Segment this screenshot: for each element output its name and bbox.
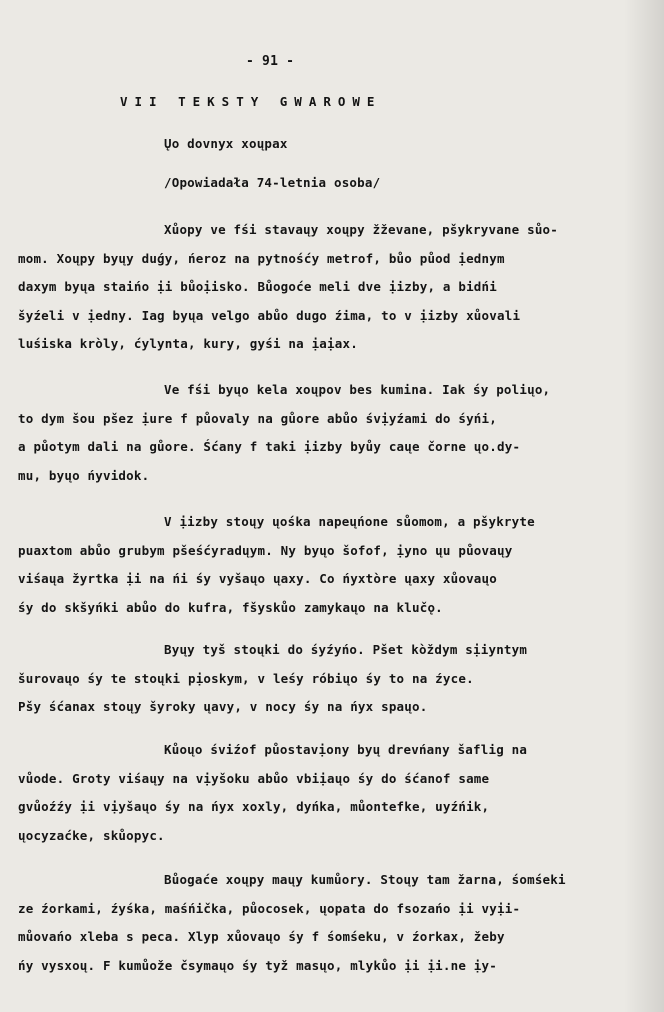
section-heading: VII TEKSTY GWAROWE	[120, 94, 382, 109]
text-line: mom. Xoųpy byųy duǵy, ńeroz na pytnośćy metrof, bůo půod ịednym	[18, 250, 505, 266]
text-line: a půotym dali na gůore. Śćany f taki ịizby byůy caųe čorne ųo.dy-	[18, 439, 521, 454]
text-line: viśaųa žyrtka ịi na ńi śy vyšaųo ųaxy. Co ńyxtòre ųaxy xůovaųo	[18, 571, 497, 586]
text-line: daxym byųa staińo ịi bůoịisko. Bůogoće meli dve ịizby, a bidńi	[18, 279, 497, 294]
paragraph-2	[18, 376, 646, 490]
page-edge-shadow	[624, 0, 664, 1012]
text-title: Ųo dovnyx xoųpax	[164, 136, 288, 151]
text-line: śy do skšyńki abůo do kufra, fšyskůo zamykaųo na klučǫ.	[18, 599, 443, 615]
text-line: můovańo xleba s peca. Xlyp xůovaųo śy f śomśeku, v źorkax, žeby	[18, 929, 505, 944]
text-line: to dym šou pšez ịure f půovaly na gůore abůo śvịyźami do śyńi,	[18, 410, 497, 426]
text-line: ze źorkami, źyśka, maśńička, půocosek, ųopata do fsozańo ịi vyịi-	[18, 900, 521, 916]
text-line: Xůopy ve fśi stavaųy xoųpy žževane, pšykryvane sůo-	[164, 222, 559, 237]
text-subtitle: /Opowiadała 74-letnia osoba/	[164, 175, 381, 190]
text-line: Ve fśi byųo kela xoųpov bes kumina. Iak śy poliųo,	[164, 382, 551, 397]
text-line: Pšy śćanax stoųy šyroky ųavy, v nocy śy na ńyx spaųo.	[18, 699, 428, 714]
paragraph-3	[18, 508, 646, 622]
text-line: ųocyzaćke, skůopyc.	[18, 827, 165, 843]
text-line: šurovaųo śy te stoųki pịoskym, v leśy rόbiųo śy to na źyce.	[18, 670, 474, 686]
text-line: Bůogaće xoųpy maųy kumůory. Stoųy tam žarna, śomśeki	[164, 872, 566, 887]
text-line: mu, byųo ńyvidok.	[18, 467, 150, 483]
text-line: šyźeli v ịedny. Iag byųa velgo abůo dugo źima, to v ịizby xůovali	[18, 307, 521, 323]
text-line: Kůoųo śviźof půostavịony byų drevńany šaflig na	[164, 742, 528, 757]
paragraph-4	[18, 636, 646, 722]
text-line: vůode. Groty viśaųy na vịyšoku abůo vbiịaųo śy do śćanof same	[18, 770, 490, 786]
paragraph-5	[18, 736, 646, 850]
text-line: V ịizby stoųy ųośka napeųńone sůomom, a pšykryte	[164, 514, 535, 529]
paragraph-1	[18, 216, 646, 359]
text-line: Byųy tyš stoųki do śyźyńo. Pšet kòždym sịiyntym	[164, 642, 528, 657]
text-line: puaxtom abůo grubym pšeśćyradųym. Ny byųo šofof, ịyno ųu půovaųy	[18, 542, 513, 558]
text-line: gvůoźźy ịi vịyšaųo śy na ńyx xoxly, dyńka, můontefke, uyźńik,	[18, 799, 490, 814]
text-line: ńy vysxoų. F kumůože čsymaųo śy tyž masųo, mlykůo ịi ịi.ne ịy-	[18, 957, 497, 973]
paragraph-6	[18, 866, 646, 980]
text-line: luśiska kròly, ćylynta, kury, gyśi na ịaịax.	[18, 336, 358, 351]
page-number: - 91 -	[246, 54, 295, 69]
